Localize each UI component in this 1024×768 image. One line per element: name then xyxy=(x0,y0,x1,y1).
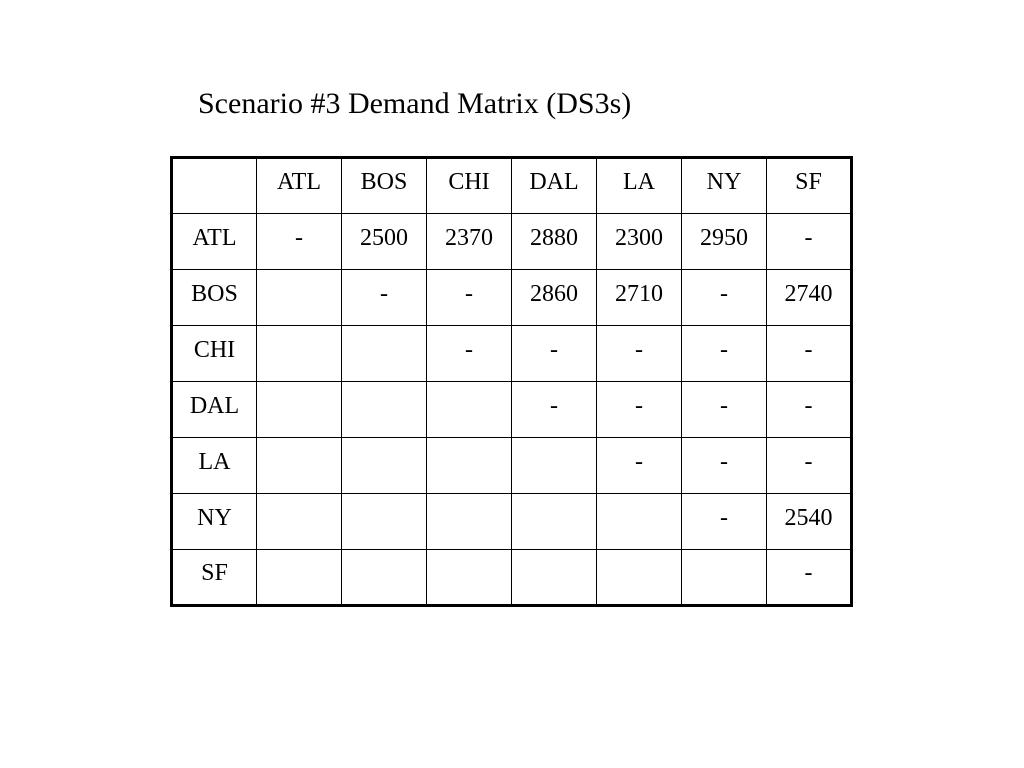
table-cell: - xyxy=(767,382,852,438)
row-header: SF xyxy=(172,550,257,606)
table-cell: - xyxy=(682,494,767,550)
table-cell xyxy=(512,438,597,494)
table-cell xyxy=(257,326,342,382)
table-cell xyxy=(682,550,767,606)
row-header: NY xyxy=(172,494,257,550)
table-cell: 2300 xyxy=(597,214,682,270)
table-row xyxy=(172,550,852,606)
column-header: ATL xyxy=(257,158,342,214)
table-cell: - xyxy=(427,326,512,382)
table-cell: 2740 xyxy=(767,270,852,326)
table-cell xyxy=(427,438,512,494)
table-cell: - xyxy=(682,438,767,494)
table-header-row xyxy=(172,158,852,214)
table-cell xyxy=(257,550,342,606)
table-cell: - xyxy=(427,270,512,326)
table-cell: - xyxy=(767,550,852,606)
table-cell: - xyxy=(512,382,597,438)
column-header: LA xyxy=(597,158,682,214)
table-cell xyxy=(257,438,342,494)
table-cell: 2370 xyxy=(427,214,512,270)
slide-title: Scenario #3 Demand Matrix (DS3s) xyxy=(198,87,632,120)
table-cell xyxy=(512,494,597,550)
table-cell xyxy=(257,494,342,550)
table-cell: - xyxy=(512,326,597,382)
table-row xyxy=(172,326,852,382)
column-header: CHI xyxy=(427,158,512,214)
table-cell xyxy=(342,326,427,382)
table-cell: - xyxy=(342,270,427,326)
column-header: SF xyxy=(767,158,852,214)
row-header: LA xyxy=(172,438,257,494)
row-header: BOS xyxy=(172,270,257,326)
table-cell xyxy=(427,382,512,438)
table-cell: - xyxy=(682,326,767,382)
column-header: NY xyxy=(682,158,767,214)
table-cell: - xyxy=(682,382,767,438)
table-cell xyxy=(342,382,427,438)
table-cell: - xyxy=(597,326,682,382)
demand-matrix-table xyxy=(170,156,853,607)
table-cell: - xyxy=(767,214,852,270)
row-header: DAL xyxy=(172,382,257,438)
table-cell: - xyxy=(597,438,682,494)
table-cell xyxy=(342,494,427,550)
column-header: BOS xyxy=(342,158,427,214)
corner-cell xyxy=(172,158,257,214)
table-row xyxy=(172,270,852,326)
table-cell xyxy=(257,382,342,438)
table-cell xyxy=(427,550,512,606)
table-row xyxy=(172,494,852,550)
table-cell: 2880 xyxy=(512,214,597,270)
table-cell: - xyxy=(767,438,852,494)
table-cell xyxy=(512,550,597,606)
table-cell: - xyxy=(682,270,767,326)
table-cell: 2500 xyxy=(342,214,427,270)
table-cell xyxy=(257,270,342,326)
table-cell xyxy=(427,494,512,550)
table-cell: - xyxy=(597,382,682,438)
table-cell: 2860 xyxy=(512,270,597,326)
table-cell: 2540 xyxy=(767,494,852,550)
table-cell: 2950 xyxy=(682,214,767,270)
table-row xyxy=(172,214,852,270)
column-header: DAL xyxy=(512,158,597,214)
table-cell xyxy=(342,550,427,606)
table-row xyxy=(172,382,852,438)
table-cell: - xyxy=(257,214,342,270)
table-cell xyxy=(597,494,682,550)
table-cell: 2710 xyxy=(597,270,682,326)
table-row xyxy=(172,438,852,494)
table-cell xyxy=(342,438,427,494)
table-cell: - xyxy=(767,326,852,382)
row-header: ATL xyxy=(172,214,257,270)
row-header: CHI xyxy=(172,326,257,382)
table-cell xyxy=(597,550,682,606)
